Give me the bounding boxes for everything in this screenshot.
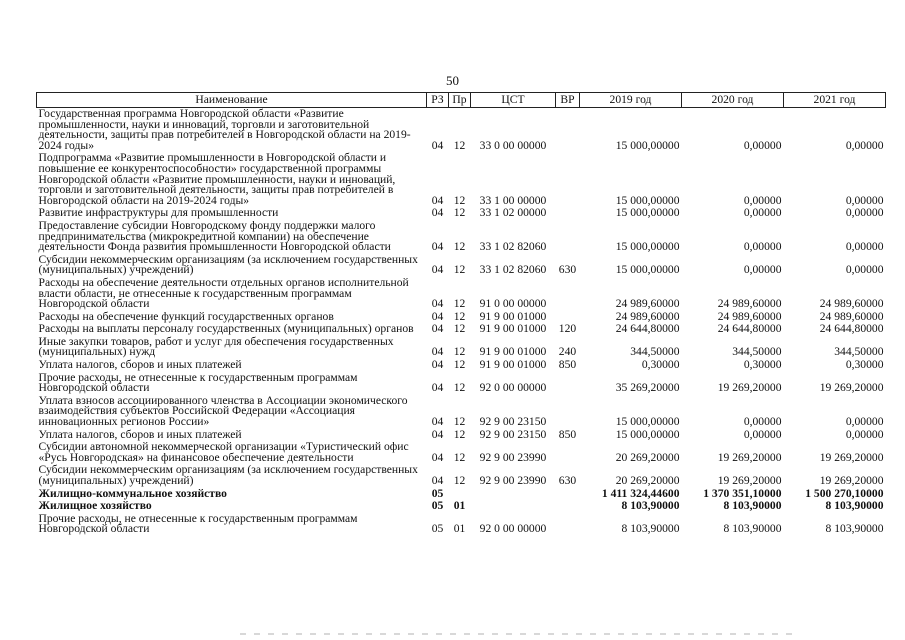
cell-vr: 850 xyxy=(558,358,577,372)
cell-y2019: 15 000,00000 xyxy=(615,193,680,207)
table-row xyxy=(37,336,886,359)
cell-vr: 120 xyxy=(558,322,577,336)
table-row xyxy=(37,254,886,277)
cell-vr xyxy=(556,500,580,513)
cell-y2021: 19 269,20000 xyxy=(819,450,884,464)
cell-y2020: 24 644,80000 xyxy=(717,322,782,336)
cell-pr: 01 xyxy=(453,522,466,536)
cell-pr: 12 xyxy=(453,322,466,336)
cell-y2020: 0,00000 xyxy=(743,193,782,207)
cell-cst: 92 0 00 00000 xyxy=(479,381,547,395)
header-pr: Пр xyxy=(449,93,471,108)
table-body xyxy=(37,108,886,536)
cell-vr: 240 xyxy=(558,345,577,359)
cell-cst: 33 1 02 00000 xyxy=(479,206,547,220)
cell-y2020: 0,00000 xyxy=(743,206,782,220)
table-row xyxy=(37,372,886,395)
cell-rz: 04 xyxy=(431,138,444,152)
cell-cst: 91 9 00 01000 xyxy=(479,309,547,323)
cell-y2019: 344,50000 xyxy=(630,345,680,359)
cell-y2021: 0,00000 xyxy=(845,263,884,277)
cell-y2021: 0,00000 xyxy=(845,240,884,254)
cell-cst: 33 0 00 00000 xyxy=(479,138,547,152)
cell-name: Субсидии автономной некоммерческой организации «Туристический офис «Русь Новгородская» на финансовое обеспечение деятельности xyxy=(38,440,409,464)
cell-name: Государственная программа Новгородской области «Развитие промышленности, науки и инноваций, торговли и заготовительной деятельности, защиты прав потребителей в Новгородской области на 2019-2024 годы» xyxy=(38,107,411,152)
cell-name: Расходы на обеспечение функций государственных органов xyxy=(38,309,334,323)
cell-rz: 05 xyxy=(431,486,444,500)
cell-y2021: 0,00000 xyxy=(845,415,884,429)
cell-rz: 04 xyxy=(431,206,444,220)
cell-y2019: 0,30000 xyxy=(641,358,680,372)
cell-name: Иные закупки товаров, работ и услуг для обеспечения государственных (муниципальных) нужд xyxy=(38,334,394,359)
cell-cst: 92 9 00 23150 xyxy=(479,415,547,429)
cell-y2021: 0,30000 xyxy=(845,358,884,372)
cell-y2021: 8 103,90000 xyxy=(825,499,884,513)
cell-y2020: 24 989,60000 xyxy=(717,309,782,323)
cell-vr: 850 xyxy=(558,427,577,441)
cell-name: Уплата налогов, сборов и иных платежей xyxy=(38,427,242,441)
cell-rz: 04 xyxy=(431,450,444,464)
cell-name: Субсидии некоммерческим организациям (за исключением государственных (муниципальных) учреждений) xyxy=(38,252,418,277)
cell-y2020: 19 269,20000 xyxy=(717,450,782,464)
cell-pr: 12 xyxy=(453,381,466,395)
cell-pr: 12 xyxy=(453,240,466,254)
cell-cst: 91 0 00 00000 xyxy=(479,297,547,311)
cell-rz: 04 xyxy=(431,381,444,395)
cell-y2021: 0,00000 xyxy=(845,138,884,152)
cell-y2020: 0,00000 xyxy=(743,240,782,254)
header-rz: РЗ xyxy=(427,93,449,108)
cell-pr: 12 xyxy=(453,193,466,207)
cell-y2020: 24 989,60000 xyxy=(717,297,782,311)
table-row xyxy=(37,464,886,487)
cell-rz: 04 xyxy=(431,345,444,359)
cell-y2020: 0,00000 xyxy=(743,415,782,429)
cell-rz: 04 xyxy=(431,322,444,336)
cell-y2021: 19 269,20000 xyxy=(819,474,884,487)
cell-y2019: 24 989,60000 xyxy=(615,297,680,311)
cell-rz: 04 xyxy=(431,263,444,277)
cell-pr: 01 xyxy=(453,499,466,513)
cell-name: Прочие расходы, не отнесенные к государственным программам Новгородской области xyxy=(38,370,358,395)
cell-vr xyxy=(556,372,580,395)
cell-y2021: 0,00000 xyxy=(845,193,884,207)
table-row xyxy=(37,513,886,536)
cell-vr xyxy=(556,207,580,220)
header-name: Наименование xyxy=(37,93,427,108)
cell-y2020: 8 103,90000 xyxy=(723,522,782,536)
cell-y2019: 24 644,80000 xyxy=(615,322,680,336)
cell-y2019: 8 103,90000 xyxy=(621,522,680,536)
cell-y2019: 20 269,20000 xyxy=(615,450,680,464)
cell-pr: 12 xyxy=(453,206,466,220)
cell-name: Субсидии некоммерческим организациям (за исключением государственных (муниципальных) учреждений) xyxy=(38,463,418,487)
cell-cst xyxy=(471,500,556,513)
cell-y2021: 24 989,60000 xyxy=(819,309,884,323)
cell-rz: 05 xyxy=(431,522,444,536)
cell-y2021: 344,50000 xyxy=(834,345,884,359)
cell-y2019: 15 000,00000 xyxy=(615,240,680,254)
table-row xyxy=(37,220,886,254)
cell-name: Развитие инфраструктуры для промышленности xyxy=(38,206,279,220)
cell-y2020: 0,00000 xyxy=(743,263,782,277)
cell-pr: 12 xyxy=(453,474,466,487)
cell-name: Расходы на выплаты персоналу государственных (муниципальных) органов xyxy=(38,322,414,336)
table-row xyxy=(37,108,886,153)
cell-name: Прочие расходы, не отнесенные к государственным программам Новгородской области xyxy=(38,511,358,536)
cell-cst: 92 9 00 23990 xyxy=(479,450,547,464)
cell-cst: 91 9 00 01000 xyxy=(479,358,547,372)
cell-name: Уплата взносов ассоциированного членства в Ассоциации экономического взаимодействия субъектов Российской Федерации «Ассоциация инновационных регионов России» xyxy=(38,393,408,429)
cell-y2019: 35 269,20000 xyxy=(615,381,680,395)
cell-cst: 33 1 00 00000 xyxy=(479,193,547,207)
cell-vr xyxy=(556,488,580,501)
cell-cst: 91 9 00 01000 xyxy=(479,345,547,359)
cell-y2019: 15 000,00000 xyxy=(615,206,680,220)
cell-y2020: 19 269,20000 xyxy=(717,474,782,487)
cell-y2019: 15 000,00000 xyxy=(615,138,680,152)
table-row xyxy=(37,395,886,429)
cell-y2021: 0,00000 xyxy=(845,206,884,220)
cell-cst: 92 9 00 23150 xyxy=(479,427,547,441)
cell-y2019: 15 000,00000 xyxy=(615,263,680,277)
cell-cst xyxy=(471,488,556,501)
cell-pr: 12 xyxy=(453,138,466,152)
header-2019: 2019 год xyxy=(580,93,682,108)
cell-name: Предоставление субсидии Новгородскому фонду поддержки малого предпринимательства (микрокредитной компании) на обеспечение деятельности Фонда развития промышленности Новгородской области xyxy=(38,218,391,254)
table-row xyxy=(37,359,886,372)
table-row xyxy=(37,323,886,336)
cell-pr: 12 xyxy=(453,450,466,464)
cell-y2019: 15 000,00000 xyxy=(615,427,680,441)
cell-y2020: 1 370 351,10000 xyxy=(703,486,782,500)
header-2020: 2020 год xyxy=(682,93,784,108)
cell-y2019: 15 000,00000 xyxy=(615,415,680,429)
cell-vr xyxy=(556,220,580,254)
cell-cst: 92 0 00 00000 xyxy=(479,522,547,536)
page-number: 50 xyxy=(446,73,459,88)
cell-y2019: 1 411 324,44600 xyxy=(601,486,680,500)
cell-vr xyxy=(556,441,580,464)
cell-rz: 04 xyxy=(431,240,444,254)
cell-rz: 04 xyxy=(431,474,444,487)
cell-name: Жилищное хозяйство xyxy=(38,499,152,513)
cell-cst: 91 9 00 01000 xyxy=(479,322,547,336)
cell-y2020: 344,50000 xyxy=(732,345,782,359)
cell-cst: 33 1 02 82060 xyxy=(479,263,547,277)
header-2021: 2021 год xyxy=(784,93,886,108)
cell-rz: 04 xyxy=(431,309,444,323)
cell-rz: 04 xyxy=(431,427,444,441)
table-row xyxy=(37,152,886,207)
cell-name: Расходы на обеспечение деятельности отдельных органов исполнительной власти области, не отнесенные к государственным программам Новгородской области xyxy=(38,275,409,311)
cell-y2020: 0,00000 xyxy=(743,138,782,152)
cell-pr: 12 xyxy=(453,358,466,372)
cell-name: Уплата налогов, сборов и иных платежей xyxy=(38,358,242,372)
cell-vr xyxy=(556,108,580,153)
cell-rz: 04 xyxy=(431,193,444,207)
cell-vr xyxy=(556,395,580,429)
cell-pr: 12 xyxy=(453,415,466,429)
cell-rz: 05 xyxy=(431,499,444,513)
cell-y2020: 0,00000 xyxy=(743,427,782,441)
cell-y2021: 24 644,80000 xyxy=(819,322,884,336)
cell-pr: 12 xyxy=(453,263,466,277)
cell-rz: 04 xyxy=(431,358,444,372)
cell-y2020: 19 269,20000 xyxy=(717,381,782,395)
header-cst: ЦСТ xyxy=(471,93,556,108)
cell-pr: 12 xyxy=(453,297,466,311)
cell-y2021: 24 989,60000 xyxy=(819,297,884,311)
scan-artifact xyxy=(240,633,800,635)
header-vr: ВР xyxy=(556,93,580,108)
cell-y2019: 8 103,90000 xyxy=(621,499,680,513)
cell-cst: 33 1 02 82060 xyxy=(479,240,547,254)
cell-pr: 12 xyxy=(453,309,466,323)
cell-vr: 630 xyxy=(558,474,577,487)
cell-rz: 04 xyxy=(431,415,444,429)
cell-y2019: 20 269,20000 xyxy=(615,474,680,487)
cell-y2021: 19 269,20000 xyxy=(819,381,884,395)
cell-y2020: 8 103,90000 xyxy=(723,499,782,513)
cell-y2021: 8 103,90000 xyxy=(825,522,884,536)
cell-pr: 12 xyxy=(453,345,466,359)
cell-vr xyxy=(556,513,580,536)
cell-vr xyxy=(556,277,580,311)
cell-name: Подпрограмма «Развитие промышленности в Новгородской области и повышение ее конкурентоспособности» государственной программы Новгородской области «Развитие промышленности, науки и инноваций, торговли и заготовительной деятельности, защиты прав потребителей в Новгородской области на 2019-2024 годы» xyxy=(38,151,396,207)
budget-table xyxy=(36,92,886,536)
cell-y2021: 0,00000 xyxy=(845,427,884,441)
cell-vr: 630 xyxy=(558,263,577,277)
table-row xyxy=(37,500,886,513)
cell-cst: 92 9 00 23990 xyxy=(479,474,547,487)
cell-y2020: 0,30000 xyxy=(743,358,782,372)
cell-vr xyxy=(556,152,580,207)
cell-y2019: 24 989,60000 xyxy=(615,309,680,323)
cell-y2021: 1 500 270,10000 xyxy=(805,486,884,500)
cell-name: Жилищно-коммунальное хозяйство xyxy=(38,486,227,500)
table-header-row xyxy=(37,93,886,108)
table-row xyxy=(37,277,886,311)
cell-rz: 04 xyxy=(431,297,444,311)
cell-pr: 12 xyxy=(453,427,466,441)
table-row xyxy=(37,441,886,464)
